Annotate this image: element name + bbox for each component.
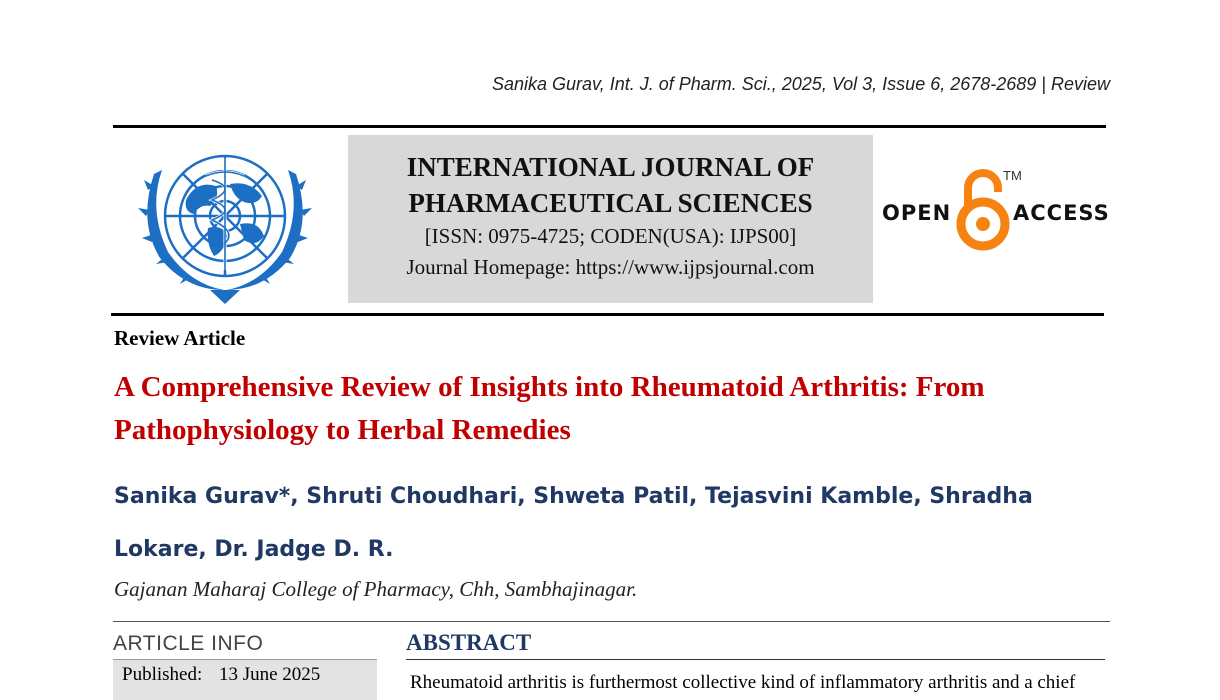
article-title: A Comprehensive Review of Insights into Rheumatoid Arthritis: From Pathophysiology to Herbal Remedies [114,371,985,446]
article-type: Review Article [114,326,246,350]
open-access-logo [880,166,1110,252]
trademark-mark: TM [1003,168,1022,183]
published-date: 13 June 2025 [218,664,321,685]
open-label: OPEN [882,201,952,225]
section-divider [113,621,1110,622]
access-label: ACCESS [1013,201,1110,225]
article-info-heading: ARTICLE INFO [113,632,264,655]
author-list: Sanika Gurav*, Shruti Choudhari, Shweta Patil, Tejasvini Kamble, Shradha Lokare, Dr. Jadge D. R. [114,484,1033,562]
abstract-heading: ABSTRACT [406,630,532,655]
journal-title-line1: INTERNATIONAL JOURNAL OF [406,152,815,182]
abstract-underline [406,659,1105,660]
running-header: Sanika Gurav, Int. J. of Pharm. Sci., 2025, Vol 3, Issue 6, 2678-2689 | Review [492,74,1110,94]
journal-issn: [ISSN: 0975-4725; CODEN(USA): IJPS00] [424,224,797,248]
affiliation: Gajanan Maharaj College of Pharmacy, Chh, Sambhajinagar. [114,577,638,601]
published-row [122,664,320,686]
header-top-rule [113,125,1106,128]
un-emblem-icon [124,140,326,306]
abstract-text: Rheumatoid arthritis is furthermost collective kind of inflammatory arthritis and a chief [410,672,1076,693]
journal-homepage: Journal Homepage: https://www.ijpsjournal.com [406,255,815,279]
journal-info-box [348,135,873,303]
header-bottom-rule [111,313,1104,316]
journal-title-line2: PHARMACEUTICAL SCIENCES [408,188,813,218]
published-label: Published: [122,664,203,685]
